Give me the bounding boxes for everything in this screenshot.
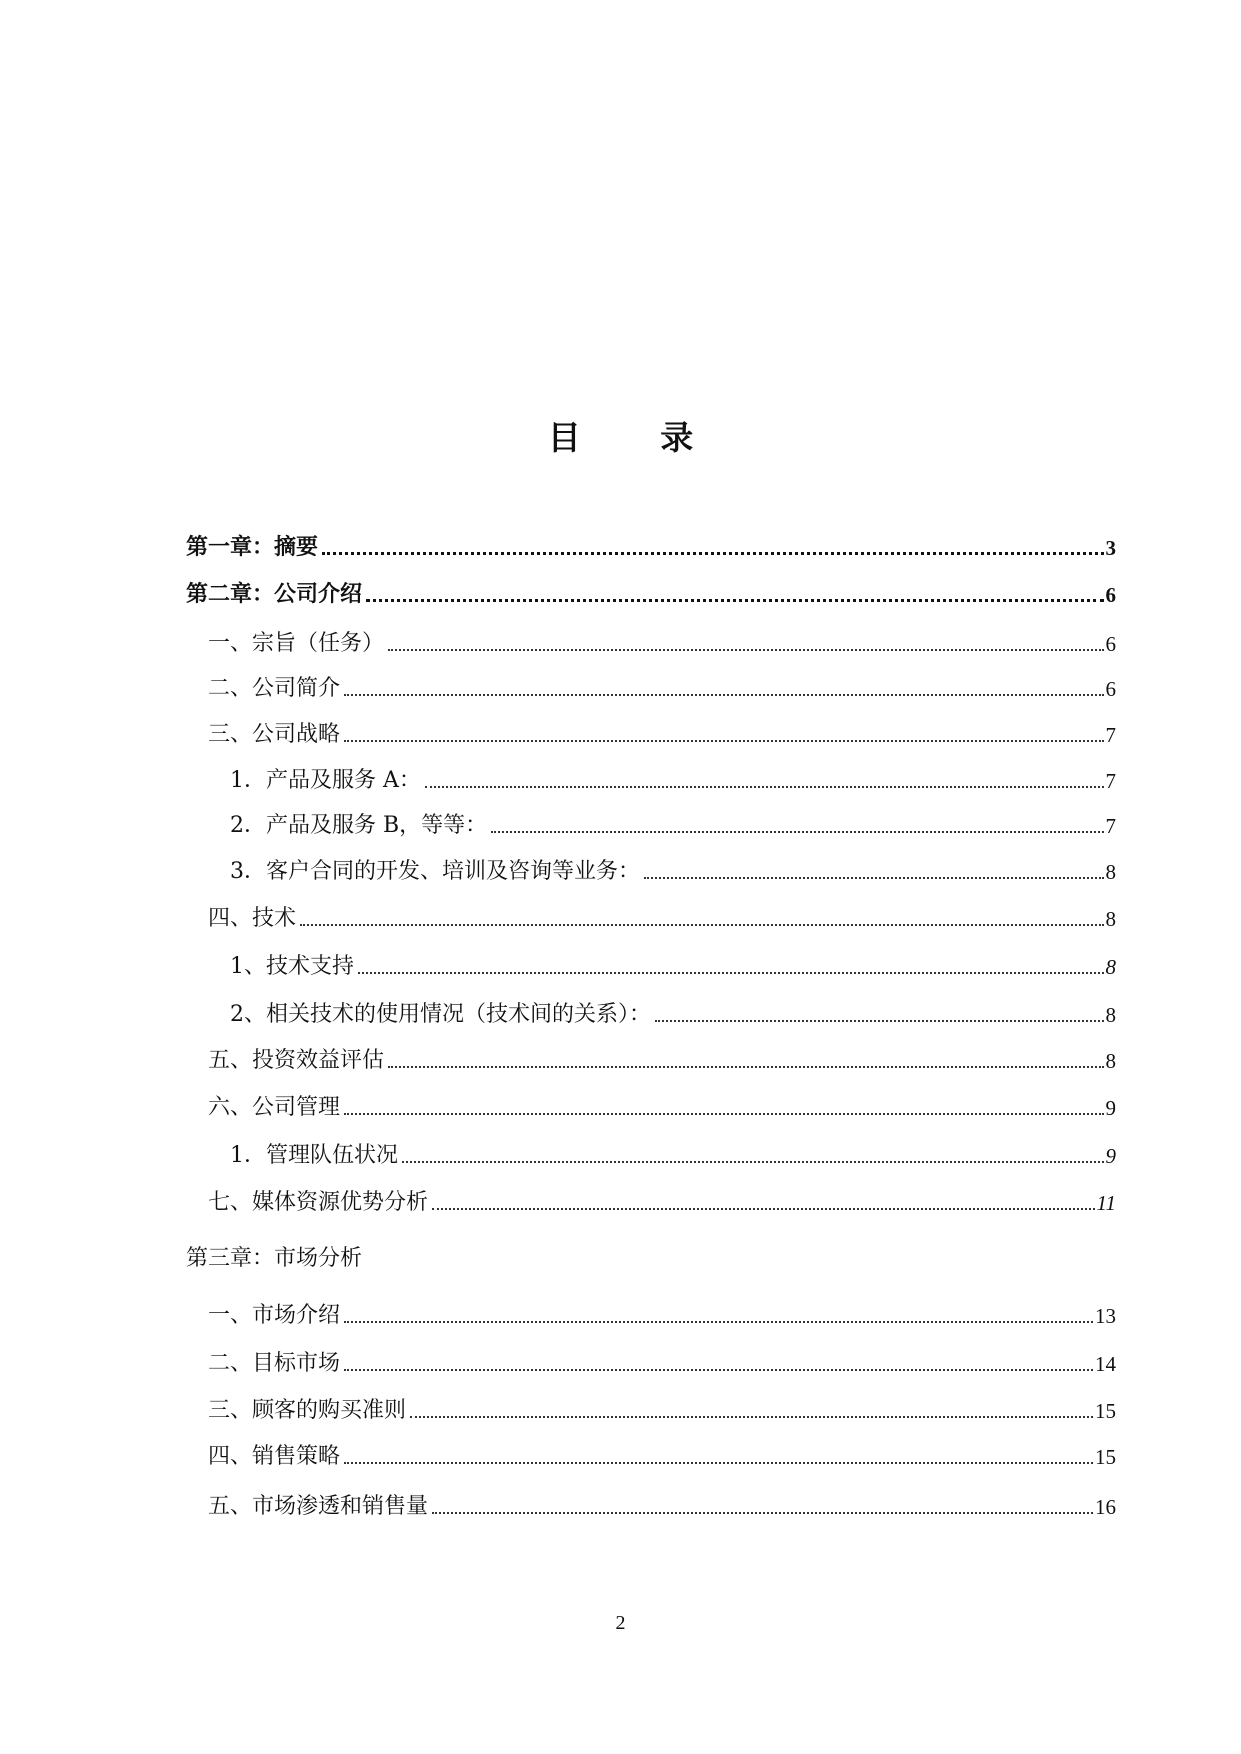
toc-dot-leader [344,1113,1103,1115]
toc-dot-leader [358,972,1104,974]
toc-entry-page: 3 [1105,536,1116,560]
toc-dot-leader [402,1161,1104,1163]
toc-entry-page: 7 [1105,814,1116,838]
toc-dot-leader [388,1066,1103,1068]
toc-entry-label: 2、相关技术的使用情况（技术间的关系）： [230,1002,651,1027]
toc-entry[interactable] [186,997,1116,1029]
page-title: 目 录 [547,418,728,457]
toc-entry-label: 1．管理队伍状况 [230,1143,398,1168]
toc-entry-page: 15 [1095,1399,1116,1423]
toc-entry[interactable] [186,854,1116,886]
toc-entry[interactable] [186,1393,1116,1425]
toc-dot-leader [344,694,1103,696]
toc-entry-page: 16 [1095,1495,1116,1519]
toc-entry-page: 6 [1105,632,1116,656]
toc-entry-label: 四、技术 [208,906,297,931]
toc-dot-leader [655,1020,1104,1022]
toc-dot-leader [344,1321,1093,1323]
toc-entry-label: 1、技术支持 [230,954,354,979]
toc-dot-leader [344,1369,1093,1371]
toc-entry-label: 五、投资效益评估 [208,1048,385,1073]
toc-entry[interactable] [186,717,1116,749]
toc-entry-page: 9 [1105,1144,1116,1168]
toc-dot-leader [300,924,1103,926]
toc-entry[interactable] [186,626,1116,658]
toc-dot-leader [491,831,1103,833]
toc-entry-label: 第二章：公司介绍 [186,582,363,607]
toc-dot-leader [410,1416,1093,1418]
toc-entry-label: 六、公司管理 [208,1095,341,1120]
toc-dot-leader [344,1462,1093,1464]
toc-entry[interactable] [186,530,1116,562]
toc-entry[interactable] [186,671,1116,703]
toc-entry[interactable] [186,1346,1116,1378]
toc-entry[interactable] [186,808,1116,840]
toc-entry[interactable] [186,1241,1116,1273]
toc-dot-leader [344,740,1103,742]
toc-entry-label: 二、公司简介 [208,676,341,701]
toc-entry[interactable] [186,1439,1116,1471]
table-of-contents [186,0,1116,1754]
toc-entry-label: 一、宗旨（任务） [208,631,385,656]
toc-dot-leader [322,552,1103,555]
toc-entry-page: 11 [1096,1191,1116,1215]
toc-dot-leader [366,599,1103,602]
toc-entry[interactable] [186,1185,1116,1217]
toc-entry[interactable] [186,763,1116,795]
toc-dot-leader [644,877,1104,879]
toc-entry-page: 8 [1105,1003,1116,1027]
toc-entry-label: 第一章：摘要 [186,535,319,560]
toc-entry-label: 3．客户合同的开发、培训及咨询等业务： [230,859,640,884]
toc-entry[interactable] [186,1138,1116,1170]
toc-dot-leader [432,1208,1095,1210]
toc-entry-page: 8 [1105,1049,1116,1073]
toc-entry-page: 8 [1105,955,1116,979]
toc-entry[interactable] [186,1489,1116,1521]
toc-entry-page: 14 [1095,1352,1116,1376]
toc-entry-page: 9 [1105,1096,1116,1120]
toc-entry[interactable] [186,1090,1116,1122]
toc-entry-page: 8 [1105,907,1116,931]
toc-entry-page: 8 [1105,860,1116,884]
toc-entry-label: 七、媒体资源优势分析 [208,1190,429,1215]
toc-entry-page: 7 [1105,769,1116,793]
toc-entry-page: 6 [1105,583,1116,607]
page-number: 2 [615,1612,626,1634]
toc-dot-leader [388,649,1103,651]
toc-entry-label: 四、销售策略 [208,1444,341,1469]
toc-entry[interactable] [186,901,1116,933]
toc-entry[interactable] [186,1298,1116,1330]
toc-dot-leader [425,786,1104,788]
toc-entry-label: 1．产品及服务 A： [230,768,421,793]
toc-entry-label: 2．产品及服务 B，等等： [230,813,488,838]
toc-dot-leader [432,1512,1093,1514]
toc-entry[interactable] [186,577,1116,609]
toc-entry-label: 二、目标市场 [208,1351,341,1376]
toc-entry-label: 三、公司战略 [208,722,341,747]
toc-entry-label: 五、市场渗透和销售量 [208,1494,429,1519]
toc-entry-page: 7 [1105,723,1116,747]
toc-entry-page: 6 [1105,677,1116,701]
toc-entry-label: 一、市场介绍 [208,1303,341,1328]
toc-entry-page: 15 [1095,1445,1116,1469]
toc-entry-label: 第三章：市场分析 [186,1246,363,1271]
toc-entry[interactable] [186,949,1116,981]
toc-entry[interactable] [186,1043,1116,1075]
toc-entry-page: 13 [1095,1304,1116,1328]
toc-entry-label: 三、顾客的购买准则 [208,1398,407,1423]
